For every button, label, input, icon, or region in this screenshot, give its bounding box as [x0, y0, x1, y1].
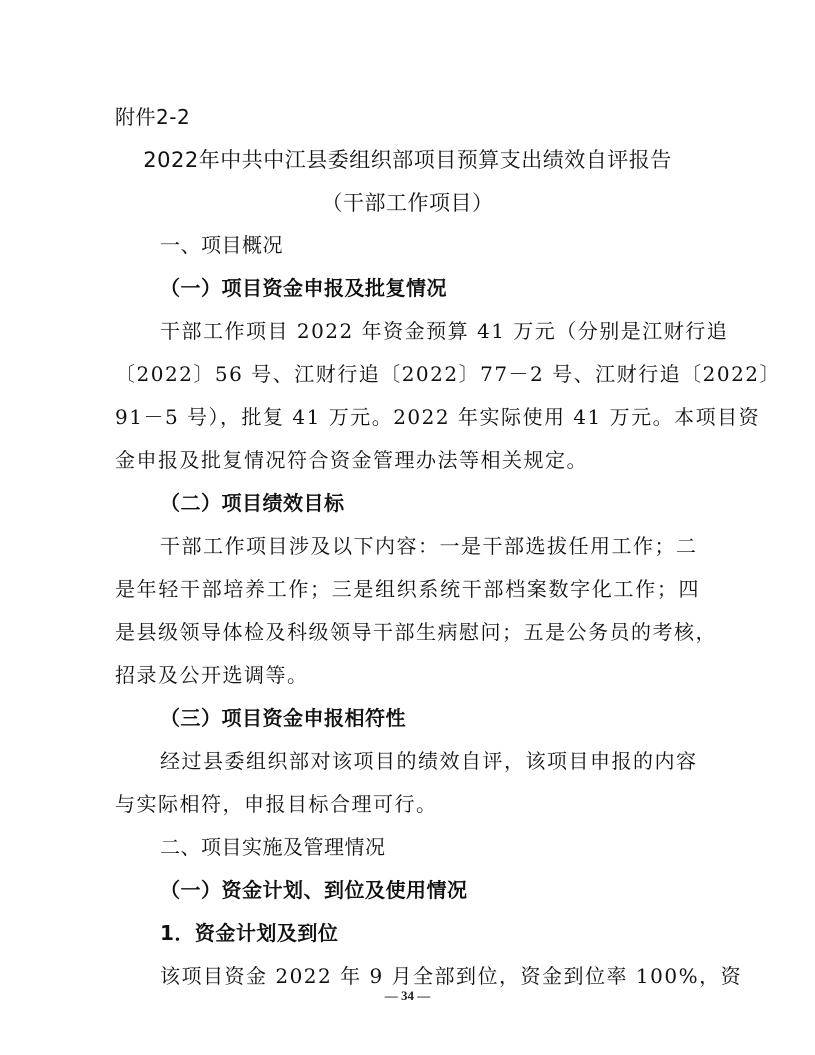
paragraph-line: 91－5 号），批复 41 万元。2022 年实际使用 41 万元。本项目资 [115, 405, 761, 429]
report-subtitle: （干部工作项目） [321, 191, 494, 215]
paragraph-line: 金申报及批复情况符合资金管理办法等相关规定。 [115, 448, 588, 472]
paragraph-line: 与实际相符，申报目标合理可行。 [115, 792, 438, 816]
subsection-heading-1-1: （一）项目资金申报及批复情况 [160, 276, 447, 300]
attachment-label: 附件2-2 [115, 105, 191, 129]
paragraph-line: 〔2022〕56 号、江财行追〔2022〕77－2 号、江财行追〔2022〕 [115, 362, 782, 386]
report-title: 2022年中共中江县委组织部项目预算支出绩效自评报告 [143, 148, 672, 172]
page-number: — 34 — [384, 988, 431, 1003]
subsection-heading-1-3: （三）项目资金申报相符性 [160, 706, 406, 730]
section-heading-1: 一、项目概况 [160, 233, 283, 257]
section-heading-2: 二、项目实施及管理情况 [160, 835, 386, 859]
paragraph-line: 干部工作项目 2022 年资金预算 41 万元（分别是江财行追 [160, 319, 729, 343]
paragraph-line: 干部工作项目涉及以下内容：一是干部选拔任用工作；二 [160, 534, 698, 558]
subsection-heading-2-1: （一）资金计划、到位及使用情况 [160, 878, 468, 902]
paragraph-line: 经过县委组织部对该项目的绩效自评，该项目申报的内容 [160, 749, 698, 773]
item-heading-1: 1．资金计划及到位 [160, 921, 339, 945]
paragraph-line: 招录及公开选调等。 [115, 663, 309, 687]
paragraph-line: 该项目资金 2022 年 9 月全部到位，资金到位率 100%，资 [160, 964, 743, 988]
paragraph-line: 是县级领导体检及科级领导干部生病慰问；五是公务员的考核， [115, 620, 717, 644]
paragraph-line: 是年轻干部培养工作；三是组织系统干部档案数字化工作；四 [115, 577, 700, 601]
subsection-heading-1-2: （二）项目绩效目标 [160, 491, 345, 515]
